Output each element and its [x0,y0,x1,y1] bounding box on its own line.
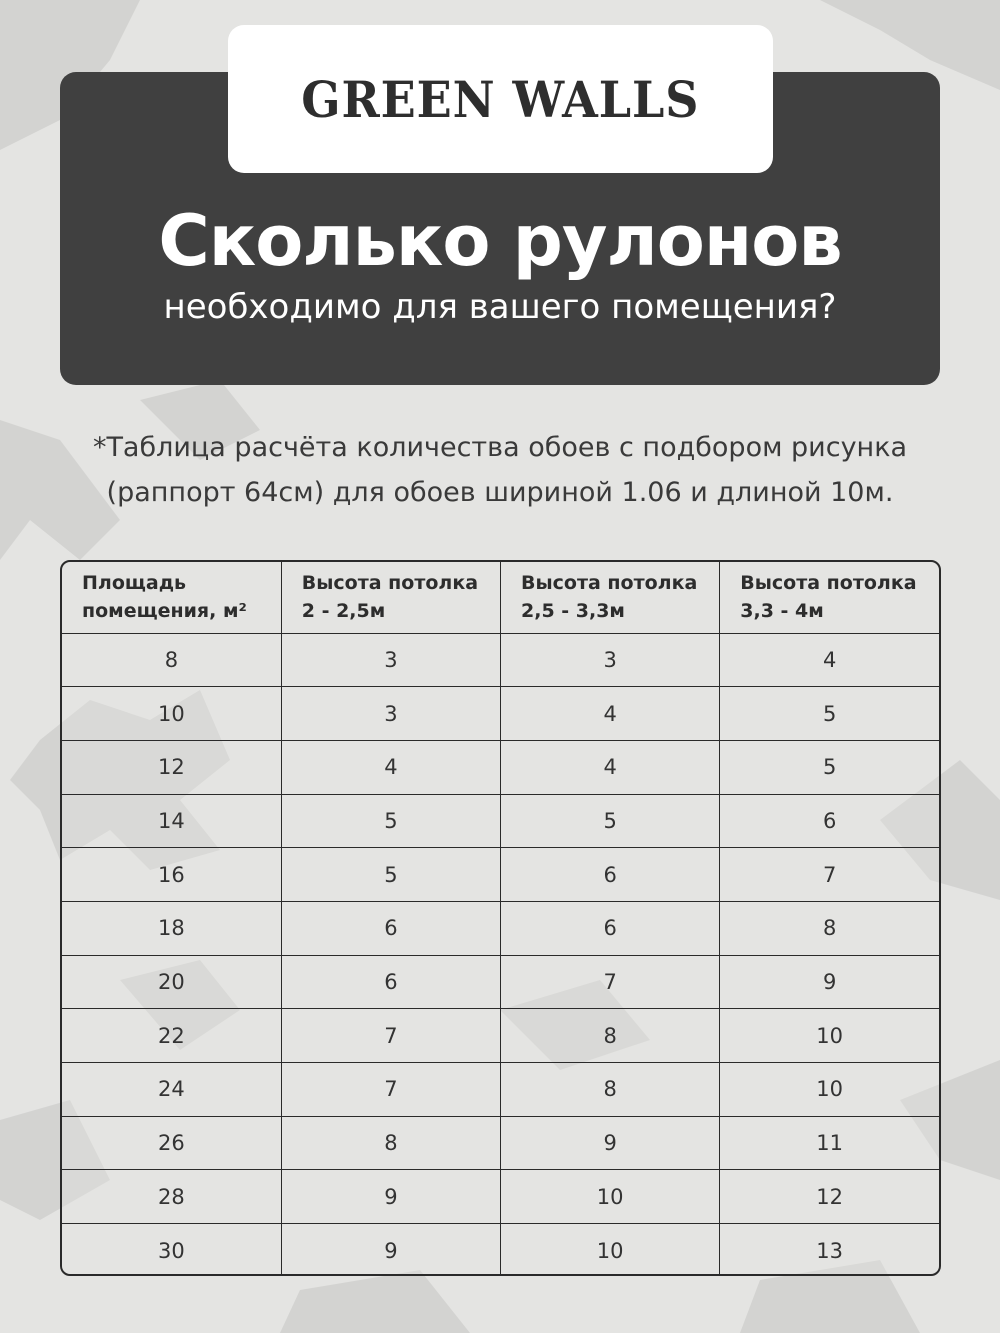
table-row [62,740,939,794]
rolls-cell: 4 [281,740,500,794]
rolls-cell: 5 [720,687,939,741]
rolls-cell: 6 [501,848,720,902]
rolls-cell: 3 [281,633,500,687]
rolls-cell: 7 [720,848,939,902]
table-header-row [62,562,939,633]
table-row [62,633,939,687]
area-cell: 30 [62,1224,281,1276]
area-cell: 28 [62,1170,281,1224]
table-row [62,955,939,1009]
rolls-cell: 3 [501,633,720,687]
table-row [62,848,939,902]
rolls-cell: 5 [281,794,500,848]
table-note-line-1: *Таблица расчёта количества обоев с подбором рисунка [92,432,908,463]
table-row [62,1224,939,1276]
header-height-3.3-4: Высота потолка 3,3 - 4м [720,562,939,633]
area-cell: 14 [62,794,281,848]
area-cell: 12 [62,740,281,794]
rolls-cell: 5 [720,740,939,794]
brand-logo-text: GREEN WALLS [301,69,700,129]
rolls-table [60,560,941,1276]
rolls-cell: 10 [501,1170,720,1224]
header-height-2-2.5: Высота потолка 2 - 2,5м [281,562,500,633]
rolls-cell: 9 [501,1116,720,1170]
rolls-cell: 8 [501,1063,720,1117]
area-cell: 16 [62,848,281,902]
area-cell: 26 [62,1116,281,1170]
rolls-cell: 8 [501,1009,720,1063]
rolls-cell: 13 [720,1224,939,1276]
rolls-cell: 6 [281,955,500,1009]
rolls-cell: 8 [720,901,939,955]
rolls-cell: 9 [281,1170,500,1224]
area-cell: 8 [62,633,281,687]
table-note [40,425,960,515]
rolls-cell: 6 [281,901,500,955]
rolls-table-grid [62,562,939,1276]
rolls-cell: 5 [281,848,500,902]
table-body [62,633,939,1276]
rolls-cell: 10 [720,1009,939,1063]
table-note-line-2: (раппорт 64см) для обоев шириной 1.06 и длиной 10м. [106,477,894,508]
rolls-cell: 7 [501,955,720,1009]
brand-logo-box [228,25,773,173]
rolls-cell: 4 [720,633,939,687]
table-row [62,794,939,848]
rolls-cell: 6 [501,901,720,955]
page-title: Сколько рулонов [158,200,842,282]
area-cell: 18 [62,901,281,955]
table-row [62,1170,939,1224]
table-row [62,687,939,741]
rolls-cell: 11 [720,1116,939,1170]
rolls-cell: 10 [720,1063,939,1117]
rolls-cell: 9 [281,1224,500,1276]
table-row [62,1063,939,1117]
rolls-cell: 3 [281,687,500,741]
rolls-cell: 5 [501,794,720,848]
rolls-cell: 4 [501,687,720,741]
area-cell: 22 [62,1009,281,1063]
rolls-cell: 7 [281,1063,500,1117]
rolls-cell: 12 [720,1170,939,1224]
rolls-cell: 4 [501,740,720,794]
area-cell: 10 [62,687,281,741]
page-subtitle: необходимо для вашего помещения? [163,287,837,327]
rolls-cell: 7 [281,1009,500,1063]
area-cell: 24 [62,1063,281,1117]
area-cell: 20 [62,955,281,1009]
rolls-cell: 9 [720,955,939,1009]
table-row [62,1009,939,1063]
table-row [62,1116,939,1170]
rolls-cell: 6 [720,794,939,848]
rolls-cell: 8 [281,1116,500,1170]
header-height-2.5-3.3: Высота потолка 2,5 - 3,3м [501,562,720,633]
rolls-cell: 10 [501,1224,720,1276]
table-row [62,901,939,955]
header-area: Площадь помещения, м² [62,562,281,633]
